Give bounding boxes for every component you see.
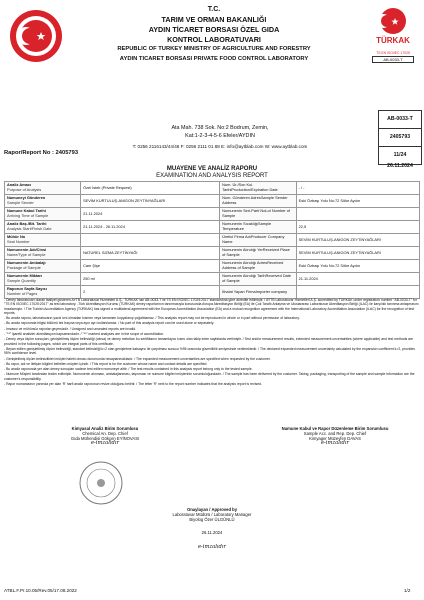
field-label-tr: Numunenin Seri-Parti No xyxy=(222,208,266,214)
report-title-en: EXAMINATION AND ANALYSIS REPORT xyxy=(156,173,268,179)
signature-mid-esig: e-imzalıdır xyxy=(197,544,226,550)
note-item: - Deney laboratuvarı olarak faaliyet gösteren AYTB Laboratuvar Hizmetleri A.Ş., TÜRKAK' tan AB-0033-T ile TS EN ISO/IEC 17025:2017 standardına göre akredite edilmiştir. / AYTB Laboratuvar Hizmetleri A.Ş. accredited by TÜRKAK under registration number "AB-0033-T" for "TS EN ISO/IEC 17025:2017" as test laboratory. -Türk Akreditasyon Kurumu (TÜRKAK) deney raporlarının tanınmasıyla konusunda Avrupa Akreditasyon Birliği (EA) ile Çok Taraflı Anlaşma ve Uluslararası Laboratuvar Akreditasyon Birliği (ILAC) ile karşılıklı tanınma anlaşmasını imzalamıştır. / The Turkish Accreditation Agency (TÜRKAK) has signed a multilateral agreement with the European Accreditation Association (EA) and a mutual recognition agreement with the International Laboratory Accreditation Association (ILAC) for the recognition of test reports. xyxy=(4,298,419,315)
field-value: Cam Şişe xyxy=(81,260,220,273)
signature-mid-date: 26.11.2024 xyxy=(201,530,223,535)
note-item: - Bu analiz raporunda yer alan deney sonuçları sadece test edilen numuneye aittir. / The test results contained in this analysis report belong only to the tested sample. xyxy=(4,367,253,372)
report-page-code: 11/24 xyxy=(393,152,407,158)
field-value: Eski Özbaşı Yolu No:72 Söke Aydın xyxy=(296,260,419,273)
table-row xyxy=(5,273,420,286)
header-lab-tr-1: AYDIN TİCARET BORSASI ÖZEL GIDA xyxy=(148,25,280,34)
field-label-en: Received Address of Sample xyxy=(222,260,284,270)
note-item: - Deney veya ölçüm sonuçları, genişletilmiş ölçüm belirsizliği (varsa) ve deney metotları bu sertifikanın tamamlayıcı kısmı olan takip eden sayfalarda verilmiştir. / Test and/or measurement results, extended measurement uncertainties (where applicable) and test methods are provided in the following pages, which are integral parts of this certificate. xyxy=(4,337,414,346)
field-label-en: Importer company xyxy=(255,288,288,294)
signature-left-title-tr: Kimyasal Analiz Birim Sorumlusu xyxy=(71,426,139,431)
header-ministry-en: REPUBLIC OF TURKEY MINISTRY OF AGRICULTURE AND FORESTRY xyxy=(117,46,311,52)
field-label xyxy=(5,247,81,260)
signature-chemical-chief xyxy=(40,426,170,446)
field-label xyxy=(5,260,81,273)
field-value: SEVİM KURTULUŞ-ANIGON ZEYTİNYAĞLARI xyxy=(81,195,220,208)
field-label-en: Lot Number of Sample xyxy=(222,208,291,218)
address-line-1: Ata Mah. 738 Sok. No:2 Bodrum, Zemin, xyxy=(171,125,269,131)
field-label-en: Arriving Time of Sample xyxy=(7,213,49,218)
signature-left-esig: e-imzalıdır xyxy=(90,440,119,446)
table-row xyxy=(5,260,420,273)
signature-mid-title: Laboratuvar Müdürü / Laboratory Manager xyxy=(172,512,252,517)
note-item: - Genişletilmiş ölçüm belirsizlikleri müşteri talebi olması durumunda hesaplanmaktadır. / The expanded measurement uncertainties are specified when requested by the customer. xyxy=(4,356,271,361)
field-label-en: Sample Quantity xyxy=(7,278,36,283)
field-label-tr: Raporun Sayfa Sayısı xyxy=(7,286,47,292)
header-tc: T.C. xyxy=(207,6,221,13)
field-label-tr: Num. Gönderen Adres xyxy=(222,195,261,201)
field-label-tr: Numunenin Alındığı Adres xyxy=(222,260,268,266)
field-label xyxy=(220,286,297,299)
signature-mid-name: Biyolog Özer ÜLGÜNLÜ xyxy=(189,517,235,522)
field-label-en: Purpose of Analysis xyxy=(7,187,42,192)
field-label xyxy=(5,208,81,221)
field-label-tr: Numunenin Alındığı Tarih xyxy=(222,273,266,279)
report-title-tr: MUAYENE VE ANALİZ RAPORU xyxy=(166,166,258,172)
field-label-tr: Numunenin Miktarı xyxy=(7,273,43,279)
field-value xyxy=(296,208,419,221)
turkak-logo xyxy=(370,6,416,64)
table-row xyxy=(5,208,420,221)
field-value: NATUREL SIZMA ZEYTİNYAĞI xyxy=(81,247,220,260)
table-row xyxy=(5,286,420,299)
field-label-en: Analysis Start/Finish Date xyxy=(7,226,52,231)
field-value: 22,5 xyxy=(296,221,419,234)
field-label-tr: Numuneyi Gönderen xyxy=(7,195,46,201)
field-label xyxy=(220,182,297,195)
note-item: - Bu analiz raporu, laboratuvarın yazılı izni olmadan kısmen veya tamamen kopyalanıp çoğaltılamaz. / This analysis report may not be reproduced in whole or in part without permission of laboratory. xyxy=(4,316,300,321)
field-label-tr: Analiz Baş./Bit. Tarihi xyxy=(7,221,47,227)
field-label-en: Name/Type of Sample xyxy=(7,252,46,257)
note-item: - "**" işaretli analizler akreditasyon kapsamındadır. / "**" marked analyses are in the scope of accreditation. xyxy=(4,332,165,337)
field-label xyxy=(220,260,297,273)
signature-mid-approved: Onaylayan / Approved by xyxy=(186,507,238,512)
turkak-name: TÜRKAK xyxy=(376,36,410,45)
field-label-tr: Analiz Amacı xyxy=(7,182,32,188)
report-title xyxy=(0,166,424,180)
field-label xyxy=(5,182,81,195)
note-item: - Beyan edilen genişletilmiş ölçüm belirsizliği, standart belirsizliği k=2 olan genişletme katsayısı ile çarpılması sonucu %95 oranında güvenilirlik seviyesinde verilmektedir. / The declared expanded measurement uncertainty calculated by the expansion coefficient k=2, provides 95% confidence level. xyxy=(4,346,415,356)
field-label xyxy=(220,234,297,247)
field-label xyxy=(5,234,81,247)
field-value: 2 xyxy=(81,286,220,299)
note-item: - İmzasız ve mühürsüz raporlar geçersizdir. / Unsigned and unsealed reports are invalid. xyxy=(4,326,137,331)
field-label-en: Sample Sender Address xyxy=(222,195,288,205)
field-label xyxy=(220,273,297,286)
turkak-emblem-icon xyxy=(370,6,416,46)
sample-info-table xyxy=(4,181,420,299)
table-row xyxy=(5,195,420,208)
field-value: Eski Özbaşı Yolu No:72 Söke Aydın xyxy=(296,195,419,208)
turkak-standard: TS EN ISO/IEC 17025 xyxy=(376,51,410,55)
field-label xyxy=(5,221,81,234)
signature-lab-manager xyxy=(140,507,284,550)
field-label xyxy=(220,195,297,208)
field-label xyxy=(220,208,297,221)
table-row xyxy=(5,247,420,260)
accreditation-code: AB-0033-T xyxy=(379,111,421,129)
footer-page-number: 1/2 xyxy=(404,588,411,593)
field-value xyxy=(81,234,220,247)
header-lab-en: AYDIN TICARET BORSASI PRIVATE FOOD CONTROL LABORATORY xyxy=(119,56,309,62)
note-item: - Rapor numarasının yanında yer alan 'R' harfi analiz raporunun revize olduğunu belirtir. / The letter 'R' next to the report number indicates that the analysis report is revised. xyxy=(4,382,262,387)
field-label-en: Package of Sample xyxy=(7,265,41,270)
report-info-box xyxy=(378,110,422,165)
field-value: SEVİM KURTULUŞ-ANIGON ZEYTİNYAĞLARI xyxy=(296,247,419,260)
field-label xyxy=(220,247,297,260)
table-row xyxy=(5,221,420,234)
field-value: 250 ml xyxy=(81,273,220,286)
field-value: Özel İstek (Private Request) xyxy=(81,182,220,195)
address-line-2: Kat:1-2-3-4-5-6 Efeler/AYDIN xyxy=(185,133,255,139)
report-date: 26.11.2024 xyxy=(387,163,413,169)
table-row xyxy=(5,234,420,247)
table-row xyxy=(5,182,420,195)
footer-form-code: ATBL.F.Pr.10.05/Rev.05/17.08.2022 xyxy=(4,588,77,593)
header-lab-tr-2: KONTROL LABORATUVARI xyxy=(167,35,261,44)
address-contact: T: 0256 2116143/44/46 F: 0256 2111 01 88 E: info@aytblab.com W: www.aytblab.com xyxy=(132,144,308,149)
signature-right-title-tr: Numune Kabul ve Rapor Düzenleme Birim Sorumlusu xyxy=(281,426,389,431)
report-no-label: Rapor/Report No : 2405793 xyxy=(4,150,79,156)
field-label-tr: İthalat Yapan Firma xyxy=(222,288,256,294)
field-label-en: Received Date of Sample xyxy=(222,273,292,283)
field-value: 21.11.2024 xyxy=(296,273,419,286)
signature-sample-chief xyxy=(270,426,400,446)
field-label-tr: Mühür No xyxy=(7,234,26,240)
field-value: 21.11.2024 - 26.11.2024 xyxy=(81,221,220,234)
field-label-en: Seal Number xyxy=(7,239,30,244)
report-notes xyxy=(4,298,420,387)
field-value: 21.11.2024 xyxy=(81,208,220,221)
signature-right-title-en: Sample Acc. and Rep. Dep. Chief xyxy=(303,431,367,436)
note-item: - Numune Müşteri tarafından teslim edilmiştir. Numunenin alınması, ambalajlanması, taşınması ve numune bilgileri müşterinin sorumluluğundadır. / The sample has been delivered by the customer. Taking, packaging, transporting of the sample and sample information are the customer's responsibility. xyxy=(4,372,415,381)
field-label xyxy=(5,273,81,286)
field-label-en: Production/Expiration Date xyxy=(231,187,278,192)
turkak-code: AB-0033-T xyxy=(372,56,414,63)
field-label xyxy=(5,195,81,208)
field-label-en: Received Place of Sample xyxy=(222,247,290,257)
field-label-tr: Numunenin Alındığı Yer xyxy=(222,247,263,253)
signature-right-name: Kimyager Müzeyfen DAVAS xyxy=(309,436,361,441)
field-label-tr: Numunenin Adı/Cinsi xyxy=(7,247,47,253)
field-value: SEVİM KURTULUŞ-ANIGON ZEYTİNYAĞLARI xyxy=(296,234,419,247)
field-label-tr: Üretici Firma Adı xyxy=(222,234,251,240)
field-label-tr: Numune Kabul Tarihi xyxy=(7,208,46,214)
signature-left-name: Gıda Mühendisi Gökçen EYİNOVASI xyxy=(70,436,140,441)
field-label-tr: Numunenin Ambalajı xyxy=(7,260,46,266)
field-label-en: Number of Pages xyxy=(7,291,38,296)
field-label-en: Sample Sender xyxy=(7,200,34,205)
note-item: - Bu analiz raporunda bilgisi bölümü tek başına veya aynı ayrı kullanılamaz. / No part of this analysis report can be used alone or separately. xyxy=(4,321,215,326)
field-label-en: Producer Company Name xyxy=(222,234,285,244)
field-label-tr: Numunenin Sıcaklığı xyxy=(222,221,259,227)
field-label-tr: Num. Ür./Son Kul. Tarihi xyxy=(222,182,254,192)
report-number: 2405793 xyxy=(379,129,421,147)
note-item: - Bu rapor, adı ve iletişim bilgileri belirtilen müşteri içindir. / This report is for the customer whose name and contact details are specified. xyxy=(4,361,208,366)
field-value: - / - xyxy=(296,182,419,195)
signature-right-esig: e-imzalıdır xyxy=(320,440,349,446)
lab-stamp-seal xyxy=(78,460,124,506)
ministry-logo xyxy=(8,8,64,64)
field-label xyxy=(220,221,297,234)
field-label-en: Sample Temperature xyxy=(222,221,272,231)
signature-left-title-en: Chemical An. Dep. Chief xyxy=(82,431,128,436)
field-value xyxy=(296,286,419,299)
field-label xyxy=(5,286,81,299)
header-ministry-tr: TARIM VE ORMAN BAKANLIĞI xyxy=(161,15,267,24)
